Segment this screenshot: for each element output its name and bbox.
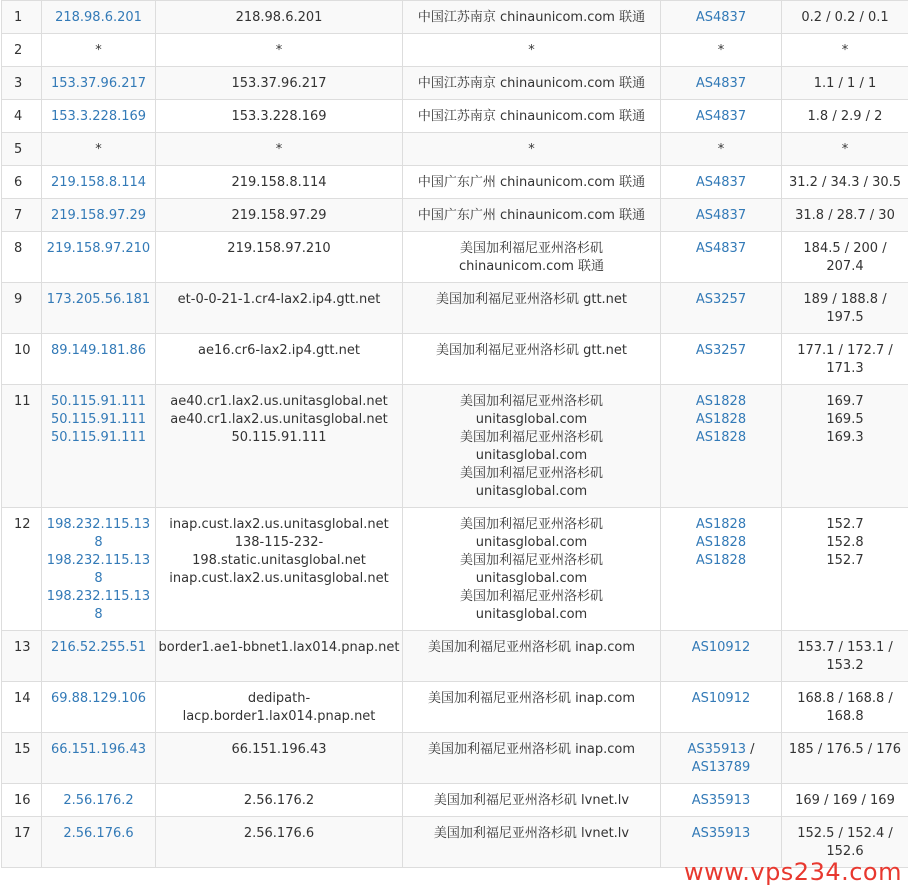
latency-cell: [782, 508, 908, 631]
latency-cell: [782, 100, 908, 133]
hop-number-cell: [2, 283, 42, 334]
hop-row: [2, 283, 908, 334]
as-line: [663, 690, 779, 708]
hop-number-cell: [2, 34, 42, 67]
ip-link[interactable]: 219.158.97.210: [46, 241, 151, 256]
location-text: 美国加利福尼亚州洛杉矶 gtt.net: [435, 292, 628, 307]
as-link[interactable]: AS3257: [695, 292, 747, 307]
as-line: [663, 75, 779, 93]
hostname-cell: [156, 283, 403, 334]
as-separator: /: [745, 742, 755, 757]
location-cell: [403, 100, 661, 133]
hostname: ae40.cr1.lax2.us.unitasglobal.net: [170, 394, 388, 409]
location-cell: [403, 67, 661, 100]
latency-value: 1.1 / 1 / 1: [813, 76, 877, 91]
hop-row: [2, 133, 908, 166]
latency-value: 1.8 / 2.9 / 2: [807, 109, 883, 124]
hop-number: 10: [14, 343, 31, 358]
ip-link[interactable]: 218.98.6.201: [55, 10, 142, 25]
ip-cell: [42, 682, 156, 733]
location-text: 美国加利福尼亚州洛杉矶 lvnet.lv: [433, 826, 630, 841]
hop-row: [2, 508, 908, 631]
latency-cell: [782, 67, 908, 100]
latency-value: 152.8: [826, 535, 864, 550]
hostname: dedipath-: [247, 691, 311, 706]
latency-value: 169 / 169 / 169: [795, 793, 895, 808]
as-cell: [661, 508, 782, 631]
hostname: 218.98.6.201: [235, 10, 323, 25]
latency-value: 184.5 / 200 /: [803, 241, 887, 256]
hop-row: [2, 334, 908, 385]
hop-number-cell: [2, 100, 42, 133]
location-cell: [403, 784, 661, 817]
as-line: [663, 534, 779, 552]
location-cell: [403, 166, 661, 199]
hop-row: [2, 34, 908, 67]
location-text: unitasglobal.com: [475, 571, 588, 586]
as-line: [663, 759, 779, 777]
ip-link[interactable]: 66.151.196.43: [50, 742, 147, 757]
hop-number: 5: [14, 142, 23, 157]
location-text: unitasglobal.com: [475, 412, 588, 427]
hostname: ae16.cr6-lax2.ip4.gtt.net: [198, 343, 360, 358]
ip-link[interactable]: 173.205.56.181: [46, 292, 151, 307]
hostname: 66.151.196.43: [231, 742, 327, 757]
as-line: [663, 291, 779, 309]
hostname-cell: [156, 682, 403, 733]
as-line: [663, 174, 779, 192]
ip-link[interactable]: 153.37.96.217: [50, 76, 147, 91]
hostname: 50.115.91.111: [231, 430, 327, 445]
hostname: 219.158.97.210: [227, 241, 331, 256]
as-link[interactable]: AS4837: [695, 109, 747, 124]
hop-number: 15: [14, 742, 31, 757]
location-text: 美国加利福尼亚州洛杉矶: [459, 553, 603, 568]
hop-row: [2, 100, 908, 133]
hop-number-cell: [2, 784, 42, 817]
as-cell: [661, 631, 782, 682]
ip-cell: [42, 631, 156, 682]
hostname-cell: [156, 166, 403, 199]
latency-value: 152.7: [826, 553, 864, 568]
location-cell: [403, 631, 661, 682]
hostname: 2.56.176.2: [243, 793, 315, 808]
as-line: [663, 792, 779, 810]
hop-number-cell: [2, 385, 42, 508]
location-text: 中国江苏南京 chinaunicom.com 联通: [417, 10, 646, 25]
ip-cell: [42, 1, 156, 34]
hop-row: [2, 631, 908, 682]
traceroute-table: [1, 0, 908, 868]
latency-value: 171.3: [826, 361, 864, 376]
location-cell: [403, 385, 661, 508]
as-line: [663, 42, 779, 60]
hostname-cell: [156, 631, 403, 682]
latency-value: *: [841, 142, 849, 157]
latency-cell: [782, 784, 908, 817]
as-cell: [661, 385, 782, 508]
hop-number: 17: [14, 826, 31, 841]
location-text: 美国加利福尼亚州洛杉矶: [459, 466, 603, 481]
as-link[interactable]: AS10912: [691, 691, 751, 706]
location-text: chinaunicom.com 联通: [458, 259, 605, 274]
as-link[interactable]: AS1828: [695, 553, 747, 568]
as-cell: [661, 34, 782, 67]
latency-value: 185 / 176.5 / 176: [788, 742, 902, 757]
latency-value: 169.7: [826, 394, 864, 409]
hop-number: 6: [14, 175, 23, 190]
as-cell: [661, 133, 782, 166]
hop-number: 2: [14, 43, 23, 58]
ip-link[interactable]: 2.56.176.6: [63, 826, 134, 841]
location-text: 美国加利福尼亚州洛杉矶 inap.com: [427, 640, 636, 655]
latency-value: *: [841, 43, 849, 58]
hostname: inap.cust.lax2.us.unitasglobal.net: [169, 517, 389, 532]
as-line: [663, 240, 779, 258]
location-cell: [403, 817, 661, 868]
as-line: [663, 393, 779, 411]
ip-cell: [42, 334, 156, 385]
hop-number-cell: [2, 733, 42, 784]
hop-number: 8: [14, 241, 23, 256]
hostname-cell: [156, 133, 403, 166]
ip-link[interactable]: 219.158.8.114: [50, 175, 147, 190]
location-text: 美国加利福尼亚州洛杉矶 gtt.net: [435, 343, 628, 358]
as-line: [663, 108, 779, 126]
latency-value: 169.3: [826, 430, 864, 445]
location-text: unitasglobal.com: [475, 607, 588, 622]
ip-link[interactable]: 153.3.228.169: [50, 109, 147, 124]
as-link[interactable]: AS4837: [695, 208, 747, 223]
hop-row: [2, 232, 908, 283]
ip-cell: [42, 817, 156, 868]
hostname: *: [275, 142, 283, 157]
ip-link[interactable]: 198.232.115.138: [46, 517, 151, 550]
hop-number: 13: [14, 640, 31, 655]
hop-row: [2, 67, 908, 100]
location-text: *: [528, 43, 535, 58]
as-link[interactable]: AS35913: [687, 742, 746, 757]
location-text: 美国加利福尼亚州洛杉矶: [459, 589, 603, 604]
hostname: 153.37.96.217: [231, 76, 327, 91]
ip-link[interactable]: 198.232.115.138: [46, 553, 151, 586]
location-cell: [403, 334, 661, 385]
hostname: border1.ae1-bbnet1.lax014.pnap.net: [158, 640, 400, 655]
as-cell: [661, 166, 782, 199]
as-line: [663, 516, 779, 534]
hop-number-cell: [2, 817, 42, 868]
latency-value: 152.5 / 152.4 /: [797, 826, 893, 841]
hop-number-cell: [2, 232, 42, 283]
latency-cell: [782, 283, 908, 334]
hostname-cell: [156, 334, 403, 385]
ip-link[interactable]: 50.115.91.111: [50, 430, 147, 445]
as-link[interactable]: AS1828: [695, 535, 747, 550]
latency-value: 169.5: [826, 412, 864, 427]
hostname: *: [275, 43, 283, 58]
hop-number-cell: [2, 67, 42, 100]
ip-cell: [42, 166, 156, 199]
as-link[interactable]: AS35913: [691, 826, 751, 841]
as-cell: [661, 100, 782, 133]
location-text: 美国加利福尼亚州洛杉矶: [459, 517, 603, 532]
latency-value: 207.4: [826, 259, 864, 274]
location-text: 中国广东广州 chinaunicom.com 联通: [417, 175, 646, 190]
location-text: 中国江苏南京 chinaunicom.com 联通: [417, 76, 646, 91]
hop-number-cell: [2, 631, 42, 682]
latency-value: 152.7: [826, 517, 864, 532]
as-cell: [661, 682, 782, 733]
hop-row: [2, 166, 908, 199]
hostname: 219.158.8.114: [231, 175, 327, 190]
as-line: [663, 429, 779, 447]
ip-cell: [42, 784, 156, 817]
hop-number-cell: [2, 334, 42, 385]
ip-cell: [42, 232, 156, 283]
latency-cell: [782, 631, 908, 682]
as-link[interactable]: AS1828: [695, 394, 747, 409]
hop-row: [2, 733, 908, 784]
as-line: [663, 741, 779, 759]
latency-cell: [782, 682, 908, 733]
hop-number: 4: [14, 109, 23, 124]
latency-value: 168.8 / 168.8 /: [797, 691, 893, 706]
ip-cell: [42, 283, 156, 334]
as-cell: [661, 67, 782, 100]
latency-value: 177.1 / 172.7 /: [797, 343, 893, 358]
as-line: [663, 342, 779, 360]
hostname: 2.56.176.6: [243, 826, 315, 841]
location-text: 美国加利福尼亚州洛杉矶: [459, 430, 603, 445]
as-link[interactable]: AS1828: [695, 412, 747, 427]
hostname: ae40.cr1.lax2.us.unitasglobal.net: [170, 412, 388, 427]
location-text: *: [528, 142, 535, 157]
ip-link[interactable]: 2.56.176.2: [63, 793, 134, 808]
location-text: 美国加利福尼亚州洛杉矶 lvnet.lv: [433, 793, 630, 808]
ip-link[interactable]: 50.115.91.111: [50, 394, 147, 409]
hostname: inap.cust.lax2.us.unitasglobal.net: [169, 571, 389, 586]
as-line: [663, 9, 779, 27]
hop-number-cell: [2, 682, 42, 733]
hop-number-cell: [2, 166, 42, 199]
latency-cell: [782, 199, 908, 232]
latency-value: 31.8 / 28.7 / 30: [795, 208, 895, 223]
ip-link[interactable]: 50.115.91.111: [50, 412, 147, 427]
latency-cell: [782, 133, 908, 166]
ip-cell: [42, 733, 156, 784]
watermark: www.vps234.com: [684, 858, 902, 886]
as-line: [663, 825, 779, 843]
hop-number-cell: [2, 199, 42, 232]
ip-cell: [42, 508, 156, 631]
latency-value: 0.2 / 0.2 / 0.1: [801, 10, 889, 25]
ip-link: *: [95, 43, 102, 58]
as-cell: [661, 334, 782, 385]
hop-row: [2, 784, 908, 817]
hostname-cell: [156, 817, 403, 868]
as-cell: [661, 232, 782, 283]
latency-cell: [782, 1, 908, 34]
location-text: 美国加利福尼亚州洛杉矶: [459, 394, 603, 409]
hop-number: 7: [14, 208, 23, 223]
hostname-cell: [156, 100, 403, 133]
latency-value: 152.6: [826, 844, 864, 859]
hop-number: 3: [14, 76, 23, 91]
location-cell: [403, 682, 661, 733]
location-text: unitasglobal.com: [475, 535, 588, 550]
hop-number-cell: [2, 133, 42, 166]
ip-link[interactable]: 69.88.129.106: [50, 691, 147, 706]
latency-cell: [782, 385, 908, 508]
hop-number: 1: [14, 10, 23, 25]
hostname-cell: [156, 508, 403, 631]
as-line: [663, 207, 779, 225]
location-text: 中国江苏南京 chinaunicom.com 联通: [417, 109, 646, 124]
as-link[interactable]: AS4837: [695, 241, 747, 256]
as-link[interactable]: AS10912: [691, 640, 751, 655]
hop-row: [2, 682, 908, 733]
latency-value: 189 / 188.8 /: [803, 292, 887, 307]
as-cell: [661, 283, 782, 334]
latency-cell: [782, 166, 908, 199]
location-text: 中国广东广州 chinaunicom.com 联通: [417, 208, 646, 223]
location-text: unitasglobal.com: [475, 484, 588, 499]
as-separator: *: [717, 43, 725, 58]
ip-cell: [42, 199, 156, 232]
hostname: 138-115-232-: [234, 535, 324, 550]
hostname-cell: [156, 385, 403, 508]
location-cell: [403, 232, 661, 283]
hostname-cell: [156, 67, 403, 100]
as-line: [663, 639, 779, 657]
ip-cell: [42, 385, 156, 508]
hop-number: 9: [14, 292, 23, 307]
ip-link[interactable]: 198.232.115.138: [46, 589, 151, 622]
hop-row: [2, 199, 908, 232]
as-separator: *: [717, 142, 725, 157]
latency-cell: [782, 334, 908, 385]
hostname-cell: [156, 199, 403, 232]
hop-number: 11: [14, 394, 31, 409]
as-link[interactable]: AS4837: [695, 10, 747, 25]
ip-link[interactable]: 216.52.255.51: [50, 640, 147, 655]
as-link[interactable]: AS4837: [695, 76, 747, 91]
ip-cell: [42, 133, 156, 166]
traceroute-body: [2, 1, 908, 868]
hostname-cell: [156, 1, 403, 34]
hostname: et-0-0-21-1.cr4-lax2.ip4.gtt.net: [177, 292, 381, 307]
as-cell: [661, 1, 782, 34]
location-cell: [403, 133, 661, 166]
latency-cell: [782, 34, 908, 67]
as-cell: [661, 199, 782, 232]
latency-value: 168.8: [826, 709, 864, 724]
hostname: 153.3.228.169: [231, 109, 327, 124]
ip-cell: [42, 67, 156, 100]
as-line: [663, 552, 779, 570]
hostname-cell: [156, 784, 403, 817]
as-link[interactable]: AS1828: [695, 430, 747, 445]
hop-row: [2, 385, 908, 508]
location-text: 美国加利福尼亚州洛杉矶 inap.com: [427, 691, 636, 706]
hop-number: 14: [14, 691, 31, 706]
location-cell: [403, 1, 661, 34]
location-cell: [403, 34, 661, 67]
ip-link[interactable]: 219.158.97.29: [50, 208, 147, 223]
latency-value: 197.5: [826, 310, 864, 325]
as-link[interactable]: AS4837: [695, 175, 747, 190]
latency-value: 153.2: [826, 658, 864, 673]
location-text: 美国加利福尼亚州洛杉矶: [459, 241, 603, 256]
latency-cell: [782, 733, 908, 784]
as-line: [663, 141, 779, 159]
location-cell: [403, 508, 661, 631]
latency-value: 153.7 / 153.1 /: [797, 640, 893, 655]
as-link[interactable]: AS3257: [695, 343, 747, 358]
hop-row: [2, 1, 908, 34]
location-text: 美国加利福尼亚州洛杉矶 inap.com: [427, 742, 636, 757]
ip-cell: [42, 100, 156, 133]
location-cell: [403, 733, 661, 784]
latency-value: 31.2 / 34.3 / 30.5: [788, 175, 902, 190]
as-link[interactable]: AS35913: [691, 793, 751, 808]
hostname: 219.158.97.29: [231, 208, 327, 223]
location-cell: [403, 283, 661, 334]
location-cell: [403, 199, 661, 232]
as-line: [663, 411, 779, 429]
as-link[interactable]: AS13789: [691, 760, 751, 775]
hop-number: 12: [14, 517, 31, 532]
ip-link[interactable]: 89.149.181.86: [50, 343, 147, 358]
hop-number: 16: [14, 793, 31, 808]
hop-number-cell: [2, 508, 42, 631]
hostname-cell: [156, 733, 403, 784]
hostname-cell: [156, 34, 403, 67]
as-link[interactable]: AS1828: [695, 517, 747, 532]
latency-cell: [782, 232, 908, 283]
hostname: lacp.border1.lax014.pnap.net: [182, 709, 376, 724]
ip-link: *: [95, 142, 102, 157]
hostname: 198.static.unitasglobal.net: [192, 553, 366, 568]
ip-cell: [42, 34, 156, 67]
as-cell: [661, 784, 782, 817]
as-cell: [661, 733, 782, 784]
hostname-cell: [156, 232, 403, 283]
location-text: unitasglobal.com: [475, 448, 588, 463]
hop-number-cell: [2, 1, 42, 34]
